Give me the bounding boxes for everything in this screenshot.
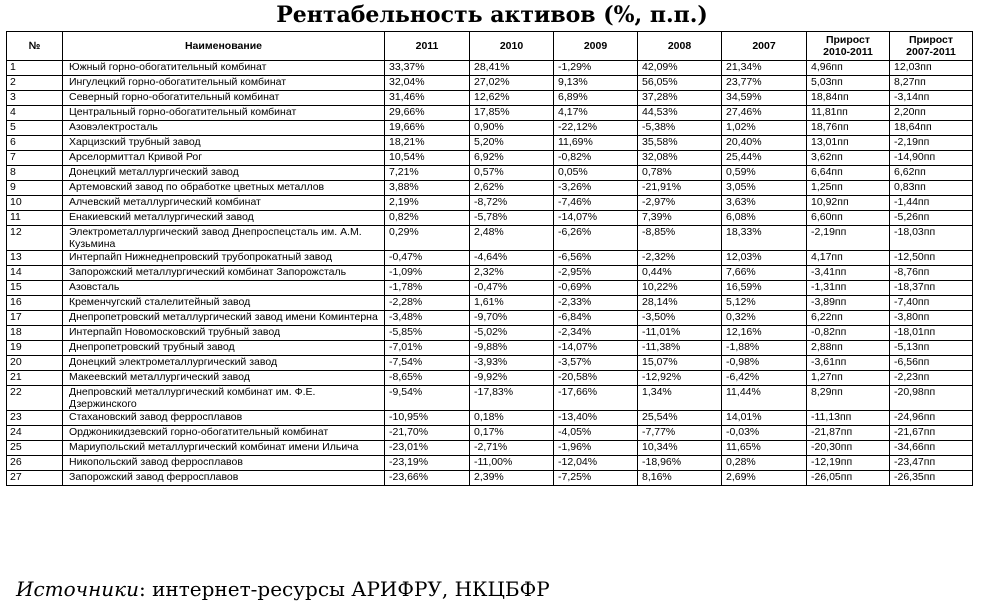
cell-growth-2010-2011: 1,27пп <box>807 371 890 386</box>
cell-2011: -1,09% <box>385 266 470 281</box>
cell-2011: 2,19% <box>385 196 470 211</box>
cell-name: Артемовский завод по обработке цветных металлов <box>63 181 385 196</box>
cell-number: 14 <box>7 266 63 281</box>
cell-growth-2010-2011: -3,41пп <box>807 266 890 281</box>
cell-2009: -3,57% <box>554 356 638 371</box>
cell-2008: -5,38% <box>638 121 722 136</box>
cell-2010: -0,47% <box>470 281 554 296</box>
cell-2008: -2,32% <box>638 251 722 266</box>
cell-number: 6 <box>7 136 63 151</box>
cell-2009: -14,07% <box>554 341 638 356</box>
table-row <box>7 226 973 251</box>
cell-name: Интерпайп Новомосковский трубный завод <box>63 326 385 341</box>
cell-2009: -2,95% <box>554 266 638 281</box>
cell-2011: 18,21% <box>385 136 470 151</box>
table-row <box>7 121 973 136</box>
cell-2011: 0,82% <box>385 211 470 226</box>
cell-2007: 18,33% <box>722 226 807 251</box>
cell-2010: 17,85% <box>470 106 554 121</box>
cell-growth-2010-2011: 5,03пп <box>807 76 890 91</box>
cell-2009: -7,25% <box>554 471 638 486</box>
cell-growth-2010-2011: -3,61пп <box>807 356 890 371</box>
cell-number: 7 <box>7 151 63 166</box>
source-label: Источники <box>16 577 139 601</box>
cell-growth-2010-2011: 6,64пп <box>807 166 890 181</box>
cell-number: 10 <box>7 196 63 211</box>
cell-2011: -23,19% <box>385 456 470 471</box>
page-title: Рентабельность активов (%, п.п.) <box>276 2 708 28</box>
cell-number: 9 <box>7 181 63 196</box>
cell-2011: 31,46% <box>385 91 470 106</box>
cell-2011: 3,88% <box>385 181 470 196</box>
cell-2008: 42,09% <box>638 61 722 76</box>
cell-2011: -0,47% <box>385 251 470 266</box>
cell-2008: -11,38% <box>638 341 722 356</box>
cell-2008: 37,28% <box>638 91 722 106</box>
cell-2007: 11,65% <box>722 441 807 456</box>
cell-name: Запорожский металлургический комбинат Запорожсталь <box>63 266 385 281</box>
col-header-2011: 2011 <box>385 32 470 61</box>
cell-growth-2007-2011: 18,64пп <box>890 121 973 136</box>
cell-2008: -3,50% <box>638 311 722 326</box>
cell-name: Азовэлектросталь <box>63 121 385 136</box>
cell-growth-2010-2011: -3,89пп <box>807 296 890 311</box>
cell-growth-2007-2011: -5,13пп <box>890 341 973 356</box>
cell-growth-2010-2011: 18,84пп <box>807 91 890 106</box>
table-row <box>7 151 973 166</box>
cell-growth-2007-2011: -8,76пп <box>890 266 973 281</box>
cell-name: Енакиевский металлургический завод <box>63 211 385 226</box>
cell-growth-2007-2011: -12,50пп <box>890 251 973 266</box>
cell-growth-2007-2011: -23,47пп <box>890 456 973 471</box>
table-row <box>7 266 973 281</box>
cell-2007: -0,03% <box>722 426 807 441</box>
cell-2010: 0,18% <box>470 411 554 426</box>
cell-2011: 0,29% <box>385 226 470 251</box>
cell-2008: -11,01% <box>638 326 722 341</box>
table-row <box>7 371 973 386</box>
cell-growth-2007-2011: -18,01пп <box>890 326 973 341</box>
cell-growth-2007-2011: 12,03пп <box>890 61 973 76</box>
cell-growth-2007-2011: -24,96пп <box>890 411 973 426</box>
cell-2007: -6,42% <box>722 371 807 386</box>
cell-name: Днепровский металлургический комбинат им. Ф.Е. Дзержинского <box>63 386 385 411</box>
cell-2010: 0,17% <box>470 426 554 441</box>
cell-2010: 12,62% <box>470 91 554 106</box>
cell-number: 18 <box>7 326 63 341</box>
cell-2011: -8,65% <box>385 371 470 386</box>
cell-growth-2010-2011: 2,88пп <box>807 341 890 356</box>
cell-2008: 44,53% <box>638 106 722 121</box>
cell-2010: 0,57% <box>470 166 554 181</box>
col-header-2007: 2007 <box>722 32 807 61</box>
cell-2008: 0,44% <box>638 266 722 281</box>
cell-2010: -9,92% <box>470 371 554 386</box>
cell-name: Днепропетровский металлургический завод имени Коминтерна <box>63 311 385 326</box>
cell-2007: 34,59% <box>722 91 807 106</box>
cell-growth-2010-2011: -20,30пп <box>807 441 890 456</box>
table-row <box>7 136 973 151</box>
cell-2009: 11,69% <box>554 136 638 151</box>
cell-2007: 20,40% <box>722 136 807 151</box>
table-row <box>7 441 973 456</box>
cell-name: Азовсталь <box>63 281 385 296</box>
cell-2009: -20,58% <box>554 371 638 386</box>
cell-number: 13 <box>7 251 63 266</box>
cell-2009: -12,04% <box>554 456 638 471</box>
cell-2010: 27,02% <box>470 76 554 91</box>
cell-growth-2010-2011: -26,05пп <box>807 471 890 486</box>
cell-growth-2010-2011: -11,13пп <box>807 411 890 426</box>
cell-growth-2007-2011: 6,62пп <box>890 166 973 181</box>
cell-2007: 14,01% <box>722 411 807 426</box>
cell-growth-2007-2011: -3,14пп <box>890 91 973 106</box>
cell-name: Днепропетровский трубный завод <box>63 341 385 356</box>
col-header-2010: 2010 <box>470 32 554 61</box>
cell-name: Центральный горно-обогатительный комбинат <box>63 106 385 121</box>
cell-2009: -17,66% <box>554 386 638 411</box>
cell-2008: -8,85% <box>638 226 722 251</box>
cell-number: 26 <box>7 456 63 471</box>
cell-growth-2007-2011: -6,56пп <box>890 356 973 371</box>
table-row <box>7 106 973 121</box>
cell-2011: -5,85% <box>385 326 470 341</box>
source-note <box>16 576 550 602</box>
cell-growth-2010-2011: -12,19пп <box>807 456 890 471</box>
cell-name: Стахановский завод ферросплавов <box>63 411 385 426</box>
cell-growth-2010-2011: 6,60пп <box>807 211 890 226</box>
table-row <box>7 311 973 326</box>
table-header-row <box>7 32 973 61</box>
cell-2009: -1,29% <box>554 61 638 76</box>
cell-2009: -1,96% <box>554 441 638 456</box>
cell-growth-2007-2011: -34,66пп <box>890 441 973 456</box>
cell-2010: -11,00% <box>470 456 554 471</box>
cell-2010: 2,48% <box>470 226 554 251</box>
col-header-2008: 2008 <box>638 32 722 61</box>
cell-2008: 25,54% <box>638 411 722 426</box>
cell-growth-2010-2011: 13,01пп <box>807 136 890 151</box>
table-row <box>7 76 973 91</box>
col-header-growth-2010-2011: Прирост 2010-2011 <box>807 32 890 61</box>
cell-number: 3 <box>7 91 63 106</box>
cell-number: 2 <box>7 76 63 91</box>
cell-2009: 4,17% <box>554 106 638 121</box>
cell-growth-2007-2011: -18,37пп <box>890 281 973 296</box>
cell-growth-2007-2011: -1,44пп <box>890 196 973 211</box>
source-text: : интернет-ресурсы АРИФРУ, НКЦБФР <box>138 577 550 601</box>
cell-2009: -6,26% <box>554 226 638 251</box>
cell-2009: -7,46% <box>554 196 638 211</box>
cell-2007: 0,28% <box>722 456 807 471</box>
cell-number: 11 <box>7 211 63 226</box>
cell-2008: 0,78% <box>638 166 722 181</box>
cell-name: Южный горно-обогатительный комбинат <box>63 61 385 76</box>
cell-2007: 12,16% <box>722 326 807 341</box>
cell-2009: -22,12% <box>554 121 638 136</box>
cell-growth-2007-2011: 0,83пп <box>890 181 973 196</box>
table-row <box>7 411 973 426</box>
cell-2011: -2,28% <box>385 296 470 311</box>
cell-2009: -13,40% <box>554 411 638 426</box>
cell-name: Орджоникидзевский горно-обогатительный комбинат <box>63 426 385 441</box>
table-row <box>7 426 973 441</box>
cell-growth-2010-2011: 11,81пп <box>807 106 890 121</box>
cell-growth-2007-2011: -2,23пп <box>890 371 973 386</box>
cell-2011: -7,54% <box>385 356 470 371</box>
cell-2007: 12,03% <box>722 251 807 266</box>
cell-growth-2007-2011: -21,67пп <box>890 426 973 441</box>
cell-2009: -4,05% <box>554 426 638 441</box>
cell-2009: 6,89% <box>554 91 638 106</box>
cell-2007: 0,32% <box>722 311 807 326</box>
cell-2008: 8,16% <box>638 471 722 486</box>
cell-2007: 0,59% <box>722 166 807 181</box>
cell-2011: 29,66% <box>385 106 470 121</box>
cell-growth-2007-2011: 2,20пп <box>890 106 973 121</box>
cell-2010: -9,88% <box>470 341 554 356</box>
cell-name: Ингулецкий горно-обогатительный комбинат <box>63 76 385 91</box>
cell-2010: -17,83% <box>470 386 554 411</box>
cell-2007: 1,02% <box>722 121 807 136</box>
cell-2010: 6,92% <box>470 151 554 166</box>
cell-number: 24 <box>7 426 63 441</box>
table-row <box>7 251 973 266</box>
table-row <box>7 181 973 196</box>
cell-2009: -0,69% <box>554 281 638 296</box>
cell-2008: 1,34% <box>638 386 722 411</box>
cell-2008: 28,14% <box>638 296 722 311</box>
cell-2010: 5,20% <box>470 136 554 151</box>
cell-2008: -12,92% <box>638 371 722 386</box>
cell-2007: 7,66% <box>722 266 807 281</box>
cell-growth-2010-2011: 4,96пп <box>807 61 890 76</box>
cell-growth-2010-2011: 4,17пп <box>807 251 890 266</box>
cell-number: 8 <box>7 166 63 181</box>
cell-2009: -2,33% <box>554 296 638 311</box>
cell-2011: -23,01% <box>385 441 470 456</box>
cell-2011: 7,21% <box>385 166 470 181</box>
cell-name: Донецкий электрометаллургический завод <box>63 356 385 371</box>
cell-2007: 21,34% <box>722 61 807 76</box>
cell-number: 20 <box>7 356 63 371</box>
cell-2008: 56,05% <box>638 76 722 91</box>
cell-2009: -6,56% <box>554 251 638 266</box>
cell-2009: 9,13% <box>554 76 638 91</box>
cell-number: 16 <box>7 296 63 311</box>
cell-2011: -3,48% <box>385 311 470 326</box>
cell-2010: -8,72% <box>470 196 554 211</box>
table-row <box>7 386 973 411</box>
cell-2007: 6,08% <box>722 211 807 226</box>
cell-2008: 35,58% <box>638 136 722 151</box>
cell-2011: -7,01% <box>385 341 470 356</box>
cell-growth-2007-2011: -2,19пп <box>890 136 973 151</box>
table-row <box>7 456 973 471</box>
cell-number: 27 <box>7 471 63 486</box>
cell-growth-2007-2011: -5,26пп <box>890 211 973 226</box>
cell-name: Запорожский завод ферросплавов <box>63 471 385 486</box>
cell-growth-2010-2011: -0,82пп <box>807 326 890 341</box>
cell-2007: -1,88% <box>722 341 807 356</box>
cell-number: 21 <box>7 371 63 386</box>
cell-2009: -3,26% <box>554 181 638 196</box>
table-row <box>7 341 973 356</box>
cell-2007: -0,98% <box>722 356 807 371</box>
cell-growth-2007-2011: 8,27пп <box>890 76 973 91</box>
cell-2009: 0,05% <box>554 166 638 181</box>
cell-2010: -9,70% <box>470 311 554 326</box>
cell-growth-2007-2011: -3,80пп <box>890 311 973 326</box>
cell-2011: -23,66% <box>385 471 470 486</box>
cell-2009: -2,34% <box>554 326 638 341</box>
cell-name: Никопольский завод ферросплавов <box>63 456 385 471</box>
cell-number: 19 <box>7 341 63 356</box>
cell-2010: 2,32% <box>470 266 554 281</box>
cell-growth-2010-2011: 1,25пп <box>807 181 890 196</box>
cell-name: Алчевский металлургический комбинат <box>63 196 385 211</box>
cell-number: 25 <box>7 441 63 456</box>
cell-2007: 23,77% <box>722 76 807 91</box>
cell-growth-2010-2011: 10,92пп <box>807 196 890 211</box>
cell-name: Арселормиттал Кривой Рог <box>63 151 385 166</box>
cell-2011: -10,95% <box>385 411 470 426</box>
cell-growth-2010-2011: 6,22пп <box>807 311 890 326</box>
cell-2008: 32,08% <box>638 151 722 166</box>
cell-2007: 25,44% <box>722 151 807 166</box>
cell-growth-2010-2011: -21,87пп <box>807 426 890 441</box>
cell-number: 12 <box>7 226 63 251</box>
table-row <box>7 471 973 486</box>
col-header-number: № <box>7 32 63 61</box>
cell-2010: 28,41% <box>470 61 554 76</box>
cell-2011: 19,66% <box>385 121 470 136</box>
cell-name: Макеевский металлургический завод <box>63 371 385 386</box>
cell-growth-2007-2011: -26,35пп <box>890 471 973 486</box>
cell-growth-2007-2011: -18,03пп <box>890 226 973 251</box>
table-row <box>7 281 973 296</box>
col-header-name: Наименование <box>63 32 385 61</box>
cell-2009: -14,07% <box>554 211 638 226</box>
cell-2008: -7,77% <box>638 426 722 441</box>
cell-number: 15 <box>7 281 63 296</box>
cell-number: 22 <box>7 386 63 411</box>
cell-2008: 10,34% <box>638 441 722 456</box>
cell-2011: -9,54% <box>385 386 470 411</box>
cell-2011: 32,04% <box>385 76 470 91</box>
cell-2008: 15,07% <box>638 356 722 371</box>
table-row <box>7 326 973 341</box>
cell-2008: -2,97% <box>638 196 722 211</box>
cell-name: Северный горно-обогатительный комбинат <box>63 91 385 106</box>
cell-number: 23 <box>7 411 63 426</box>
table-row <box>7 166 973 181</box>
cell-2010: 2,39% <box>470 471 554 486</box>
cell-growth-2010-2011: 8,29пп <box>807 386 890 411</box>
cell-name: Харцизский трубный завод <box>63 136 385 151</box>
cell-2007: 11,44% <box>722 386 807 411</box>
cell-name: Электрометаллургический завод Днепроспецсталь им. А.М. Кузьмина <box>63 226 385 251</box>
cell-2008: -21,91% <box>638 181 722 196</box>
cell-2011: -1,78% <box>385 281 470 296</box>
cell-2008: -18,96% <box>638 456 722 471</box>
cell-2008: 7,39% <box>638 211 722 226</box>
cell-2010: 0,90% <box>470 121 554 136</box>
cell-2010: -3,93% <box>470 356 554 371</box>
cell-2010: -4,64% <box>470 251 554 266</box>
cell-2009: -6,84% <box>554 311 638 326</box>
cell-2010: -5,02% <box>470 326 554 341</box>
cell-name: Интерпайп Нижнеднепровский трубопрокатный завод <box>63 251 385 266</box>
profitability-table <box>6 31 973 486</box>
table-row <box>7 296 973 311</box>
cell-growth-2010-2011: 18,76пп <box>807 121 890 136</box>
col-header-growth-2007-2011: Прирост 2007-2011 <box>890 32 973 61</box>
table-row <box>7 61 973 76</box>
cell-2007: 16,59% <box>722 281 807 296</box>
cell-2011: 10,54% <box>385 151 470 166</box>
cell-2009: -0,82% <box>554 151 638 166</box>
cell-growth-2007-2011: -14,90пп <box>890 151 973 166</box>
col-header-2009: 2009 <box>554 32 638 61</box>
cell-number: 4 <box>7 106 63 121</box>
cell-2010: -2,71% <box>470 441 554 456</box>
cell-2007: 2,69% <box>722 471 807 486</box>
cell-2007: 5,12% <box>722 296 807 311</box>
cell-2010: -5,78% <box>470 211 554 226</box>
table-row <box>7 196 973 211</box>
cell-growth-2010-2011: -2,19пп <box>807 226 890 251</box>
cell-growth-2010-2011: -1,31пп <box>807 281 890 296</box>
cell-number: 1 <box>7 61 63 76</box>
cell-number: 5 <box>7 121 63 136</box>
table-body <box>7 61 973 486</box>
table-row <box>7 356 973 371</box>
cell-2007: 3,05% <box>722 181 807 196</box>
cell-growth-2007-2011: -20,98пп <box>890 386 973 411</box>
cell-name: Мариупольский металлургический комбинат имени Ильича <box>63 441 385 456</box>
cell-2010: 1,61% <box>470 296 554 311</box>
cell-2007: 27,46% <box>722 106 807 121</box>
cell-growth-2010-2011: 3,62пп <box>807 151 890 166</box>
cell-2007: 3,63% <box>722 196 807 211</box>
cell-growth-2007-2011: -7,40пп <box>890 296 973 311</box>
table-row <box>7 91 973 106</box>
cell-2011: 33,37% <box>385 61 470 76</box>
cell-2010: 2,62% <box>470 181 554 196</box>
cell-name: Донецкий металлургический завод <box>63 166 385 181</box>
cell-number: 17 <box>7 311 63 326</box>
table-row <box>7 211 973 226</box>
cell-2008: 10,22% <box>638 281 722 296</box>
cell-name: Кременчугский сталелитейный завод <box>63 296 385 311</box>
cell-2011: -21,70% <box>385 426 470 441</box>
